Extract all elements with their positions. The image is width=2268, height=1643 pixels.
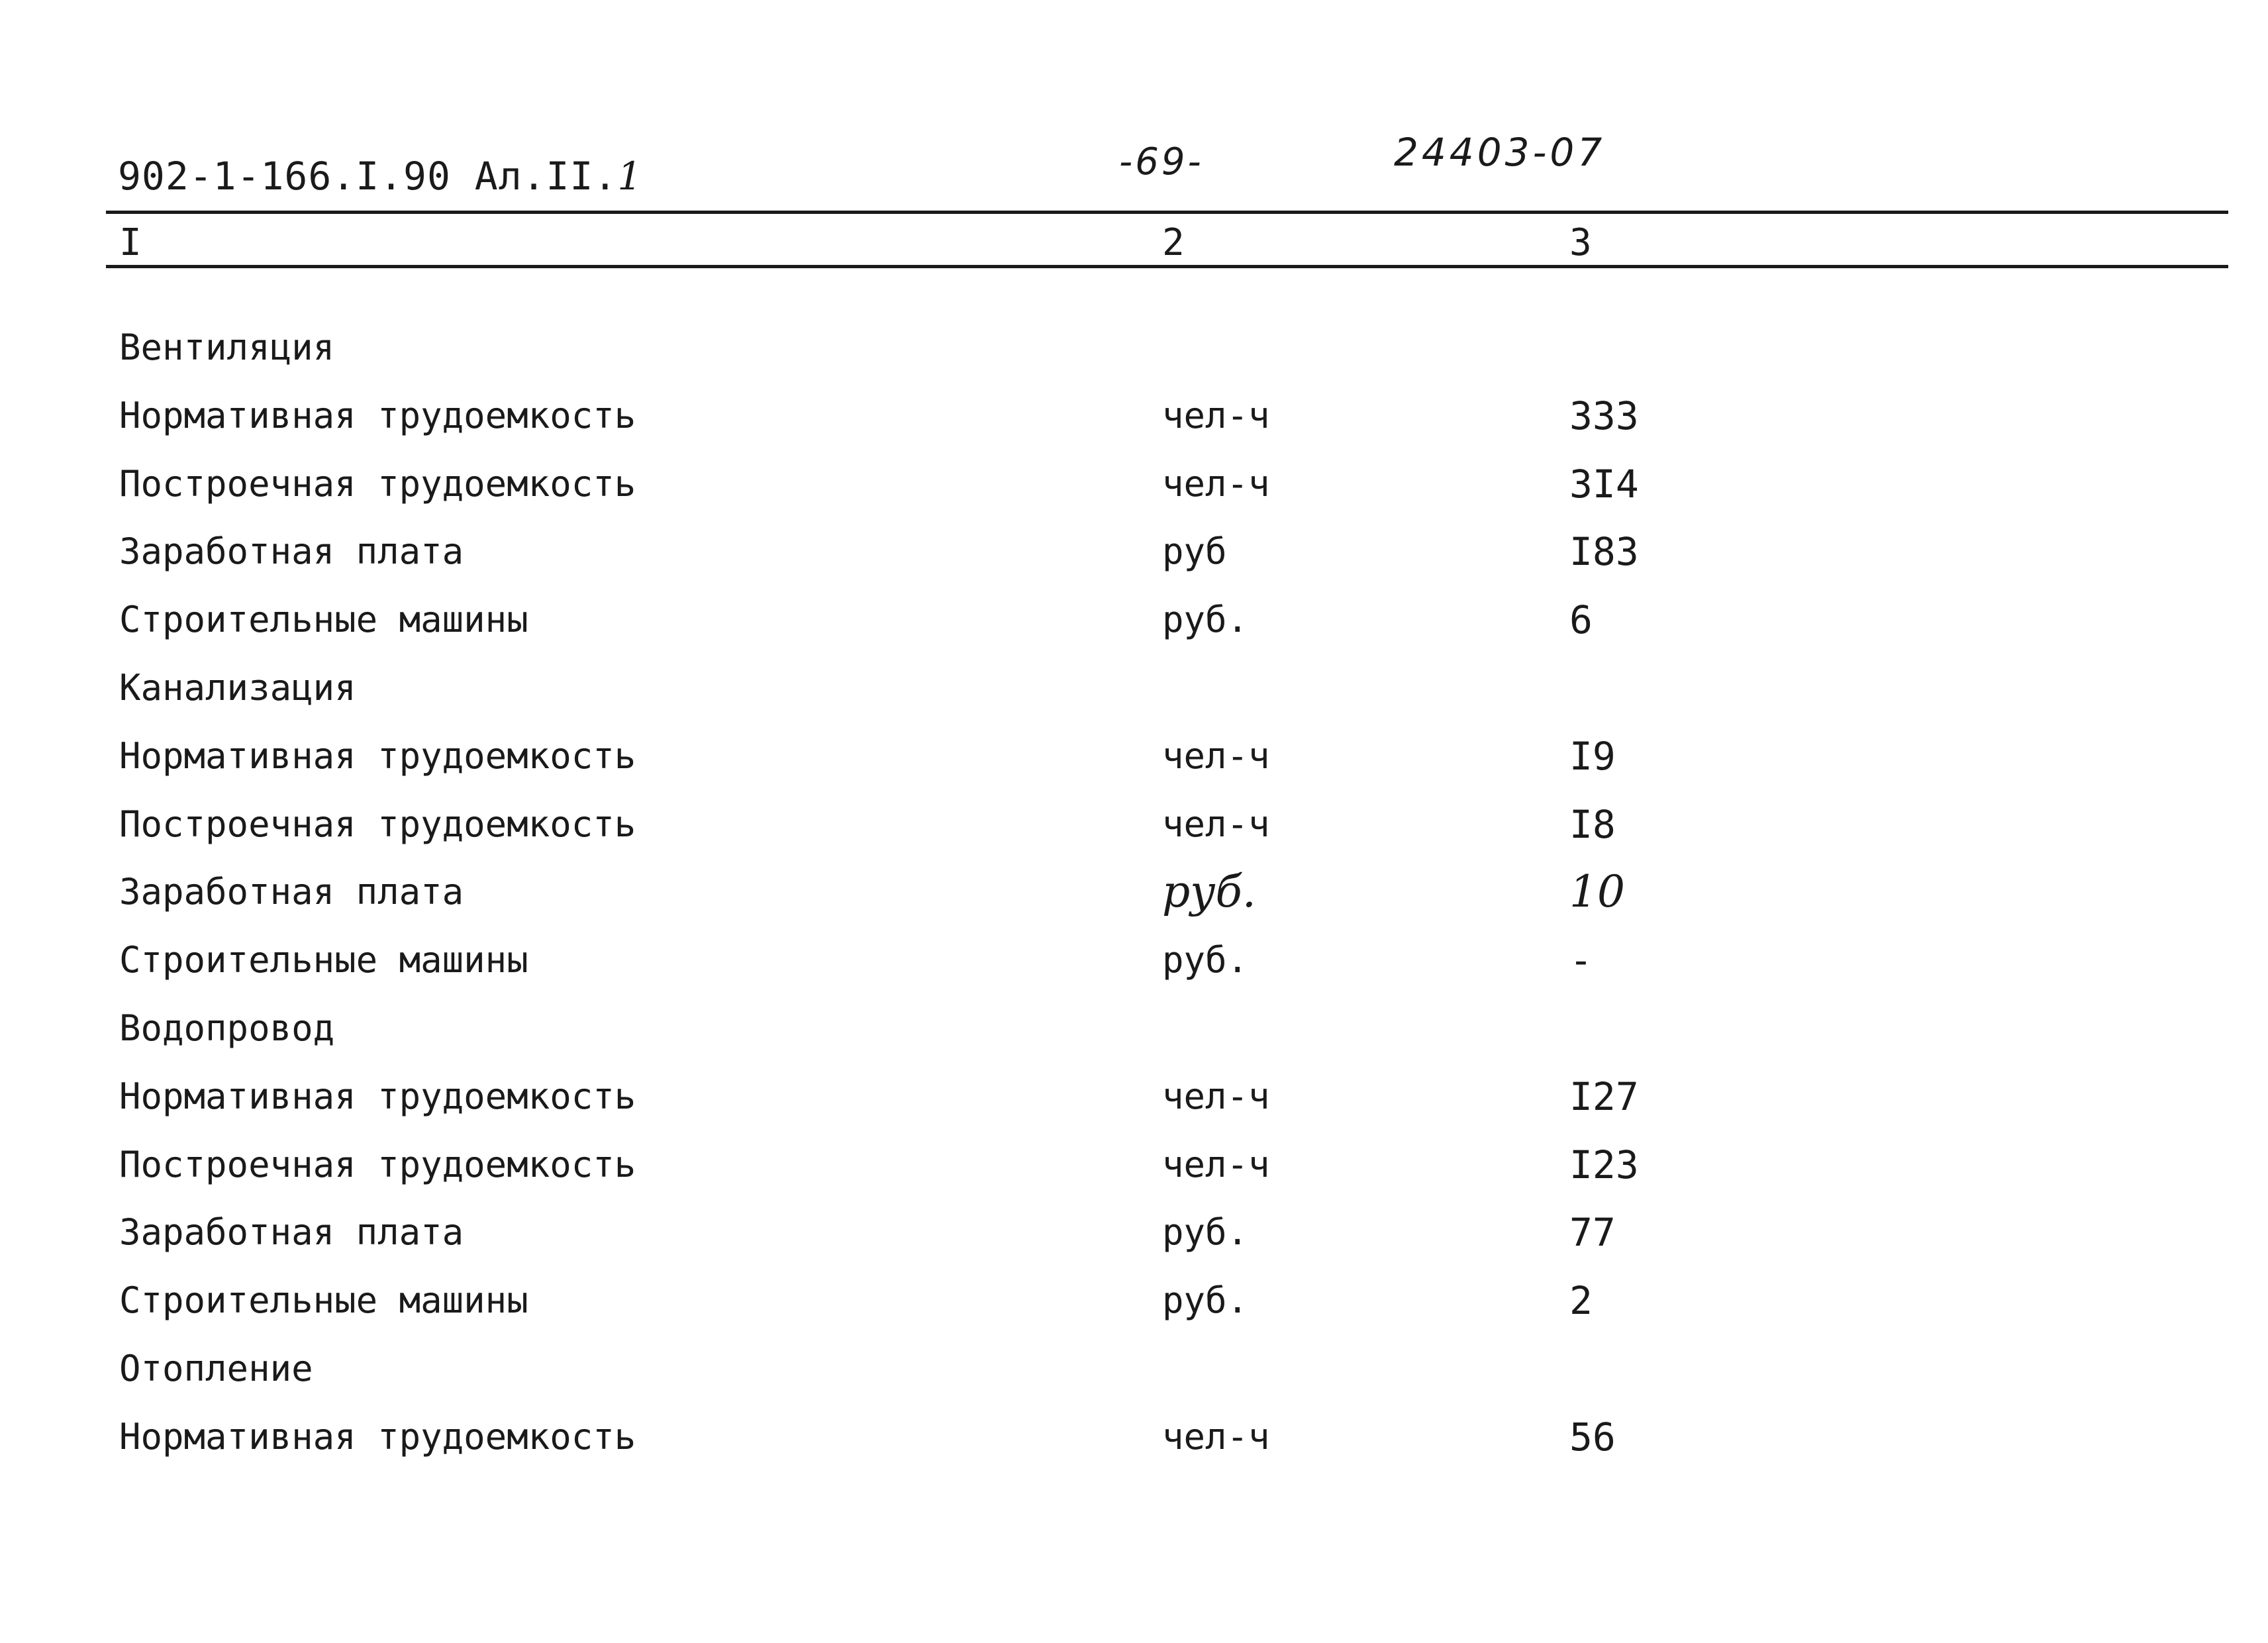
table-row — [0, 1142, 2268, 1210]
row-value: I8 — [1569, 801, 1616, 847]
row-name: Нормативная трудоемкость — [119, 734, 636, 777]
row-value: 3I4 — [1569, 461, 1639, 507]
document-code-handwritten-suffix: 1 — [617, 154, 643, 199]
row-name: Строительные машины — [119, 1279, 528, 1322]
section-title: Отопление — [119, 1347, 313, 1389]
row-unit: чел-ч — [1162, 1075, 1270, 1117]
row-name: Построечная трудоемкость — [119, 1143, 636, 1185]
column-header-2: 2 — [1162, 221, 1185, 264]
row-unit: чел-ч — [1162, 462, 1270, 505]
row-unit: руб. — [1162, 1279, 1249, 1322]
table-row — [0, 1209, 2268, 1277]
row-name: Строительные машины — [119, 939, 528, 981]
row-value: - — [1569, 938, 1593, 983]
row-name: Построечная трудоемкость — [119, 803, 636, 845]
table-row — [0, 1073, 2268, 1142]
document-code — [118, 154, 642, 199]
row-name: Нормативная трудоемкость — [119, 394, 636, 436]
column-header-1: I — [119, 221, 142, 264]
row-unit: руб. — [1162, 866, 1256, 918]
archive-number: 24403-07 — [1394, 130, 1606, 175]
table-header-rule — [106, 265, 2228, 268]
row-unit: руб. — [1162, 599, 1249, 641]
table-row — [0, 1414, 2268, 1482]
row-name: Строительные машины — [119, 599, 528, 641]
row-name: Нормативная трудоемкость — [119, 1075, 636, 1117]
row-name: Нормативная трудоемкость — [119, 1415, 636, 1458]
table-row — [0, 801, 2268, 870]
row-value: I9 — [1569, 733, 1616, 779]
row-value: 333 — [1569, 393, 1639, 438]
row-value: 77 — [1569, 1210, 1616, 1256]
row-value: 56 — [1569, 1414, 1616, 1460]
table-row — [0, 393, 2268, 461]
table-row — [0, 1277, 2268, 1346]
table-top-rule — [106, 211, 2228, 214]
row-unit: чел-ч — [1162, 1415, 1270, 1458]
table-row — [0, 597, 2268, 665]
section-heading-row — [0, 1005, 2268, 1073]
document-code-prefix: 902-1-166.I.90 Ал.II. — [118, 154, 618, 199]
row-unit: чел-ч — [1162, 803, 1270, 845]
row-name: Заработная плата — [119, 1211, 464, 1254]
row-name: Заработная плата — [119, 530, 464, 573]
row-name: Построечная трудоемкость — [119, 462, 636, 505]
row-value: 6 — [1569, 597, 1593, 643]
table-row — [0, 528, 2268, 597]
row-unit: чел-ч — [1162, 1143, 1270, 1185]
section-heading-row — [0, 324, 2268, 393]
row-unit: чел-ч — [1162, 734, 1270, 777]
table-body — [0, 324, 2268, 1482]
table-row — [0, 937, 2268, 1005]
page-number: -69- — [1119, 140, 1204, 183]
row-unit: руб — [1162, 530, 1227, 573]
section-heading-row — [0, 1346, 2268, 1414]
table-row — [0, 866, 2268, 937]
section-title: Канализация — [119, 666, 356, 709]
row-unit: руб. — [1162, 939, 1249, 981]
section-heading-row — [0, 665, 2268, 733]
row-value: I83 — [1569, 529, 1639, 575]
row-value: I23 — [1569, 1142, 1639, 1187]
column-header-3: 3 — [1569, 221, 1592, 264]
table-row — [0, 733, 2268, 801]
row-value: I27 — [1569, 1073, 1639, 1119]
row-value: 10 — [1569, 866, 1625, 918]
table-row — [0, 461, 2268, 529]
section-title: Вентиляция — [119, 326, 335, 368]
row-unit: чел-ч — [1162, 394, 1270, 436]
row-name: Заработная плата — [119, 871, 464, 913]
row-unit: руб. — [1162, 1211, 1249, 1254]
section-title: Водопровод — [119, 1007, 335, 1049]
row-value: 2 — [1569, 1278, 1593, 1324]
